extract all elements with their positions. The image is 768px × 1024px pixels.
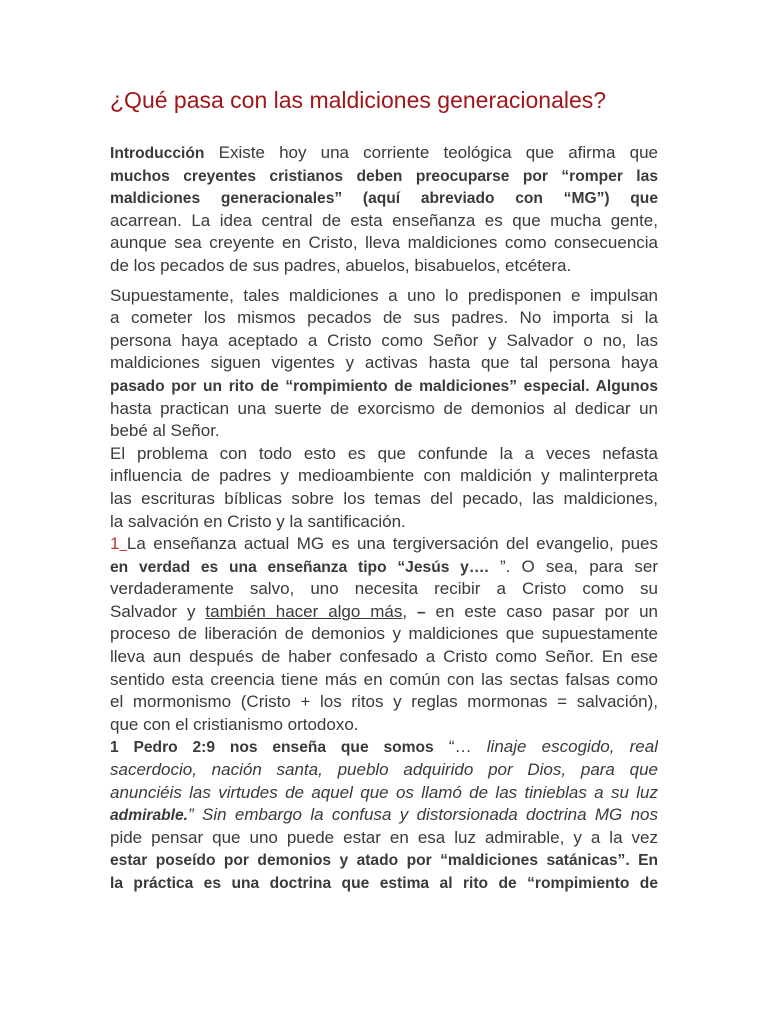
text-run: maldiciones generacionales” [110, 190, 343, 208]
text-run: bebé al Señor. [110, 421, 220, 441]
article-body [110, 142, 658, 895]
text-line [110, 511, 658, 534]
text-line [110, 488, 658, 511]
text-line [110, 307, 658, 330]
text-line [110, 601, 658, 624]
text-line [110, 849, 658, 872]
text-run: la salvación en Cristo y la santificación. [110, 511, 406, 531]
text-run: en verdad es una enseñanza tipo “Jesús y…. [110, 558, 489, 576]
text-line [110, 804, 658, 827]
text-line [110, 187, 658, 210]
text-run: Supuestamente, tales maldiciones a uno lo predisponen e impulsan [110, 285, 658, 305]
text-run: maldiciones siguen vigentes y activas hasta que tal persona haya [110, 353, 658, 373]
text-run: acarrean. La idea central de esta enseñanza es que mucha gente, [110, 210, 658, 230]
text-run: sentido esta creencia tiene más en común con las sectas falsas como [110, 669, 658, 689]
text-line [110, 465, 658, 488]
text-run: persona haya aceptado a Cristo como Señor y Salvador o no, las [110, 330, 658, 350]
text-line [110, 691, 658, 714]
text-run: pasado por un rito de “rompimiento de maldiciones” especial. Algunos [110, 377, 658, 395]
text-run: admirable. [110, 807, 188, 825]
text-run: también hacer algo más [205, 601, 403, 621]
text-run: 1 Pedro 2:9 nos enseña que somos [110, 739, 434, 757]
text-line [110, 232, 658, 255]
text-line [110, 375, 658, 398]
text-run: aunque sea creyente en Cristo, lleva maldiciones como consecuencia [110, 233, 658, 253]
text-line [110, 420, 658, 443]
text-run: sacerdocio, nación santa, pueblo adquirido por Dios, para que [110, 760, 658, 780]
text-line [110, 556, 658, 579]
text-run: las escrituras bíblicas sobre los temas del pecado, las maldiciones, [110, 488, 658, 508]
text-run: influencia de padres y medioambiente con maldición y malinterpreta [110, 466, 658, 486]
text-run: pide pensar que uno puede estar en esa luz admirable, y a la vez [110, 827, 658, 847]
text-line [110, 759, 658, 782]
text-run: , [402, 601, 417, 621]
text-line [110, 165, 658, 188]
text-line [110, 285, 658, 308]
text-run: a cometer los mismos pecados de sus padres. No importa si la [110, 308, 658, 328]
text-run: que con el cristianismo ortodoxo. [110, 714, 359, 734]
text-line [110, 827, 658, 850]
text-line [110, 714, 658, 737]
text-line [110, 398, 658, 421]
text-line [110, 533, 658, 556]
text-run: verdaderamente salvo, uno necesita recibir a Cristo como su [110, 579, 658, 599]
text-run: ”. O sea, para ser [488, 556, 658, 576]
text-run: hasta practican una suerte de exorcismo de demonios al dedicar un [110, 398, 658, 418]
text-run: Introducción [110, 145, 205, 162]
text-run: – [416, 603, 426, 621]
text-run: (aquí abreviado con “MG”) que [342, 190, 658, 208]
text-run: lleva aun después de haber confesado a Cristo como Señor. En ese [110, 647, 658, 667]
text-run: La enseñanza actual MG es una tergiversación del evangelio, pues [126, 534, 658, 554]
page-title: ¿Qué pasa con las maldiciones generacionales? [110, 87, 607, 113]
text-run: Existe hoy una corriente teológica que afirma que [204, 143, 658, 162]
text-line [110, 872, 658, 895]
text-run [119, 534, 126, 553]
text-run: Salvador y [110, 601, 206, 621]
text-line [110, 623, 658, 646]
text-run: 1 [110, 534, 120, 554]
text-line [110, 736, 658, 759]
text-run: de los pecados de sus padres, abuelos, bisabuelos, etcétera. [110, 255, 572, 275]
text-line [110, 646, 658, 669]
text-line [110, 330, 658, 353]
text-run: la práctica es una doctrina que estima al rito de “rompimiento de [110, 875, 658, 892]
text-line [110, 142, 658, 165]
text-line [110, 443, 658, 466]
text-line [110, 578, 658, 601]
text-line [110, 782, 658, 805]
text-line [110, 669, 658, 692]
text-run: el mormonismo (Cristo + los ritos y reglas mormonas = salvación), [110, 692, 658, 712]
paragraph-gap [110, 278, 658, 285]
text-run: proceso de liberación de demonios y maldiciones que supuestamente [110, 624, 658, 644]
text-run: El problema con todo esto es que confunde la a veces nefasta [110, 443, 658, 463]
text-run: estar poseído por demonios y atado por “maldiciones satánicas”. En [110, 852, 658, 870]
text-run: “… [433, 737, 487, 757]
text-run: linaje escogido, real [486, 737, 658, 757]
text-run: anunciéis las virtudes de aquel que os llamó de las tinieblas a su luz [110, 782, 658, 802]
text-line [110, 352, 658, 375]
text-run: muchos creyentes cristianos deben preocuparse por “romper las [110, 167, 658, 185]
text-run: en este caso pasar por un [425, 601, 658, 621]
text-line [110, 255, 658, 278]
text-run: ” Sin embargo la confusa y distorsionada doctrina MG nos [188, 805, 658, 825]
text-line [110, 210, 658, 233]
